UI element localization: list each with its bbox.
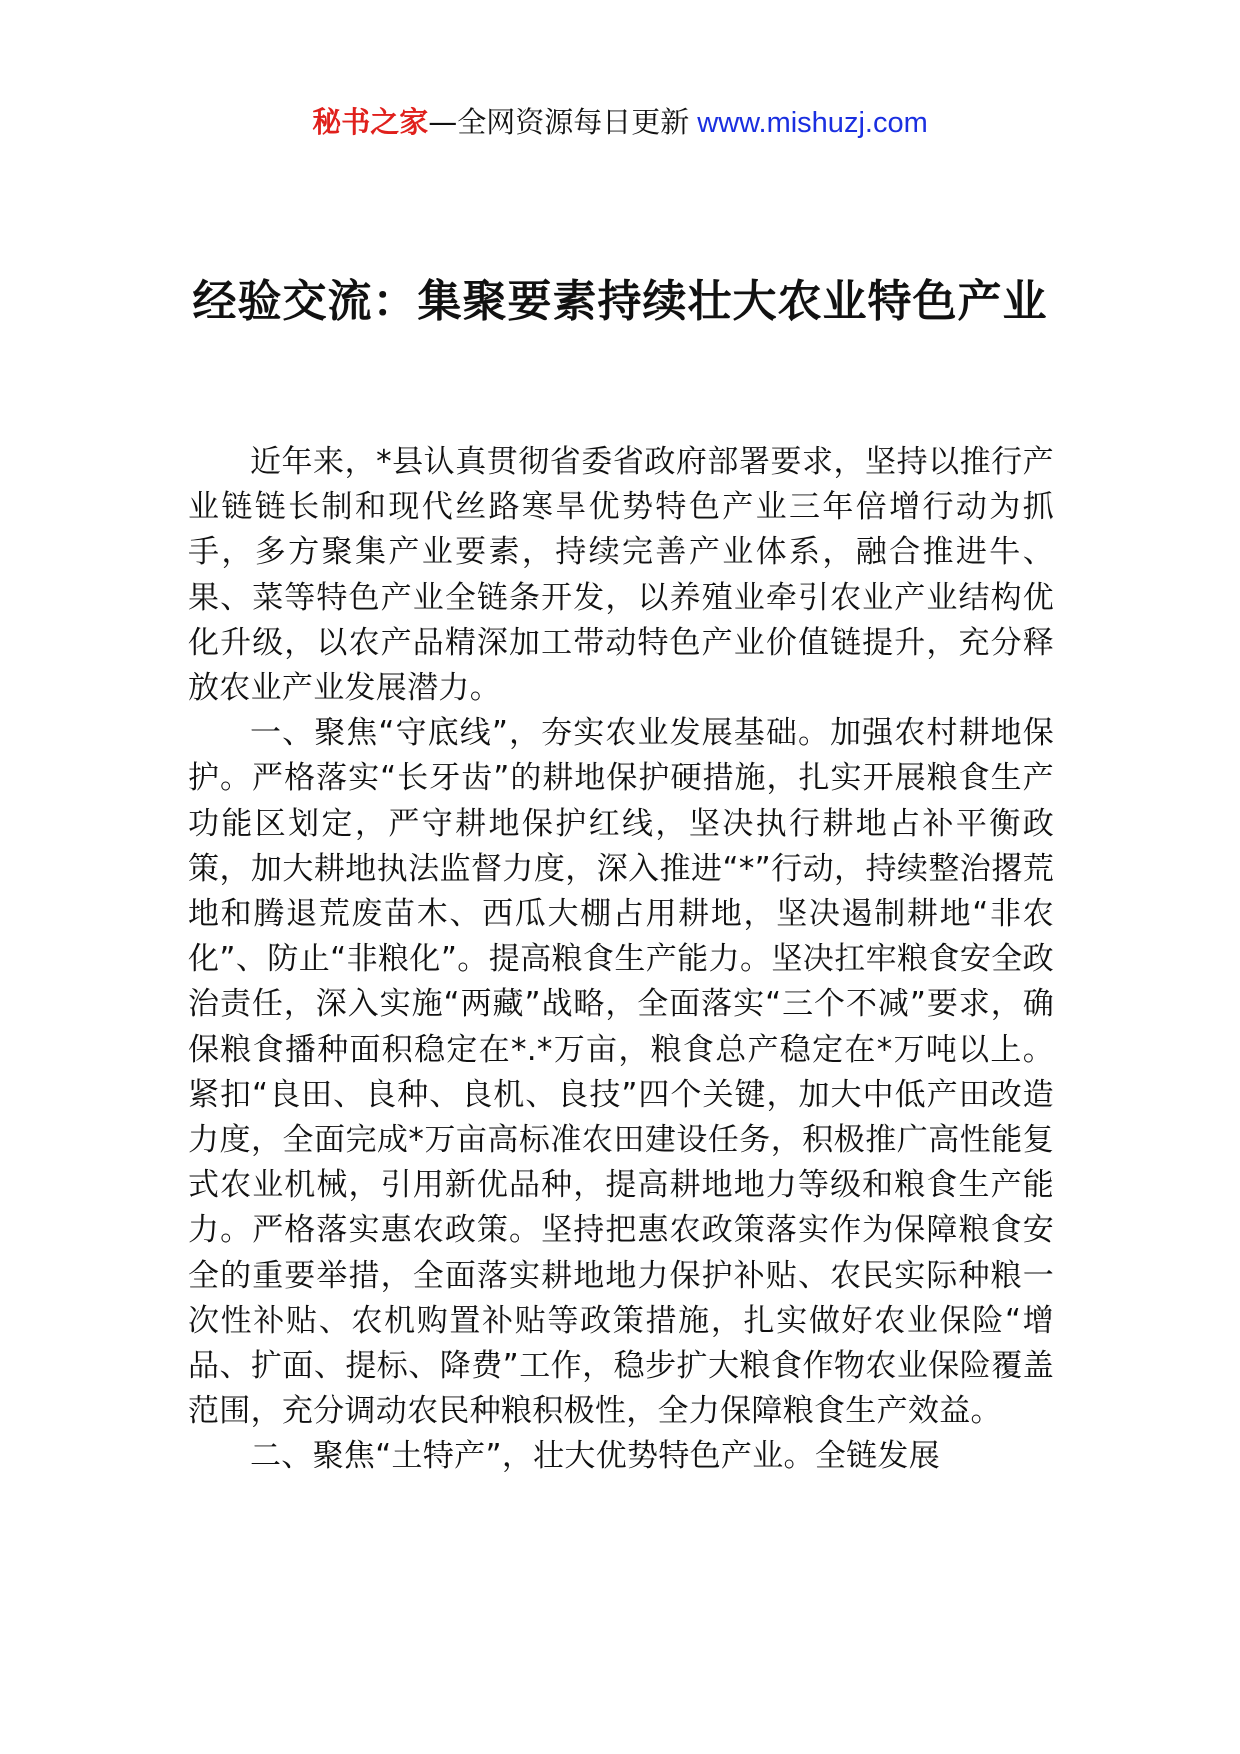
paragraph-section-two: 二、聚焦“土特产”，壮大优势特色产业。全链发展: [250, 1438, 941, 1475]
header-url: www.mishuzj.com: [697, 107, 928, 139]
site-header: [0, 102, 1240, 143]
document-body: [188, 440, 1054, 1480]
page-title: 经验交流：集聚要素持续壮大农业特色产业: [192, 276, 1048, 328]
header-tagline: —全网资源每日更新: [428, 105, 690, 139]
brand-name: 秘书之家: [312, 105, 429, 139]
paragraph-intro: 近年来，*县认真贯彻省委省政府部署要求，坚持以推行产业链链长制和现代丝路寒旱优势特色产业三年倍增行动为抓手，多方聚集产业要素，持续完善产业体系，融合推进牛、果、菜等特色产业全链条开发，以养殖业牵引农业产业结构优化升级，以农产品精深加工带动特色产业价值链提升，充分释放农业产业发展潜力。: [188, 444, 1054, 707]
paragraph-section-one: 一、聚焦“守底线”，夯实农业发展基础。加强农村耕地保护。严格落实“长牙齿”的耕地保护硬措施，扎实开展粮食生产功能区划定，严守耕地保护红线，坚决执行耕地占补平衡政策，加大耕地执法监督力度，深入推进“*”行动，持续整治撂荒地和腾退荒废苗木、西瓜大棚占用耕地，坚决遏制耕地“非农化”、防止“非粮化”。提高粮食生产能力。坚决扛牢粮食安全政治责任，深入实施“两藏”战略，全面落实“三个不减”要求，确保粮食播种面积稳定在*.*万亩，粮食总产稳定在*万吨以上。紧扣“良田、良种、良机、良技”四个关键，加大中低产田改造力度，全面完成*万亩高标准农田建设任务，积极推广高性能复式农业机械，引用新优品种，提高耕地地力等级和粮食生产能力。严格落实惠农政策。坚持把惠农政策落实作为保障粮食安全的重要举措，全面落实耕地地力保护补贴、农民实际种粮一次性补贴、农机购置补贴等政策措施，扎实做好农业保险“增品、扩面、提标、降费”工作，稳步扩大粮食作物农业保险覆盖范围，充分调动农民种粮积极性，全力保障粮食生产效益。: [188, 715, 1054, 1430]
